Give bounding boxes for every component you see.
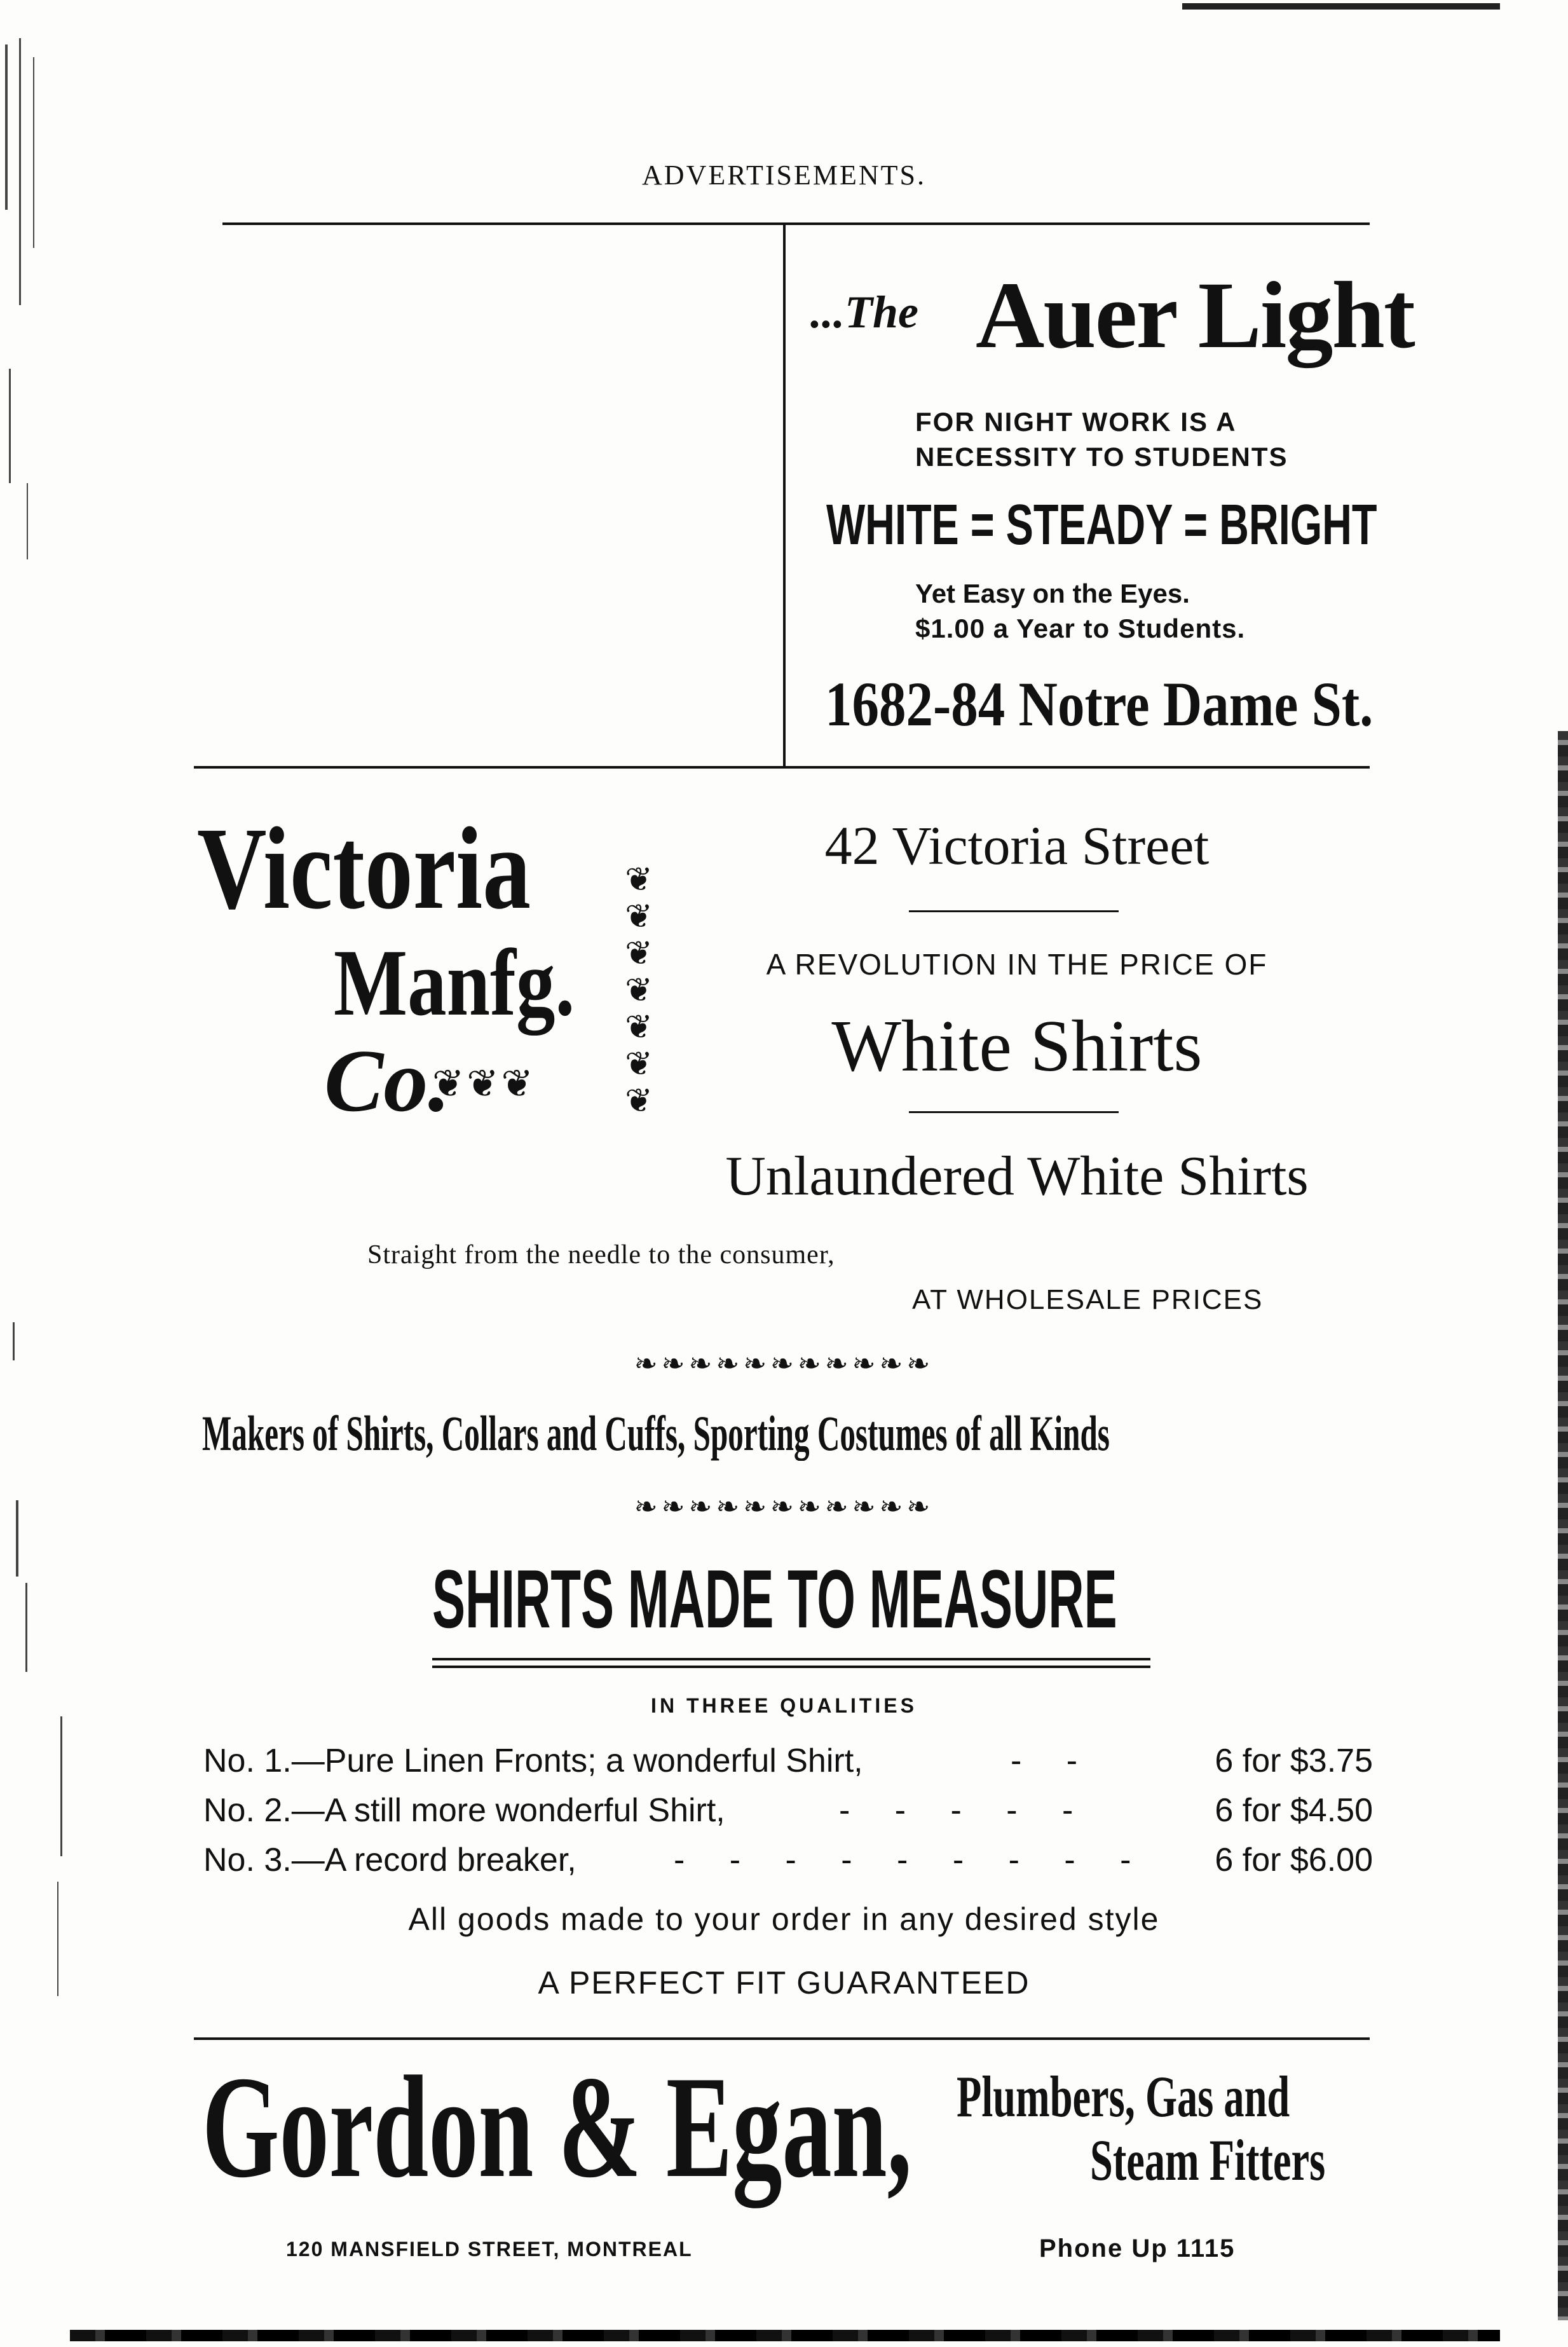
- victoria-straight: Straight from the needle to the consumer,: [367, 1240, 835, 1269]
- auer-title-prefix: ...The: [810, 287, 918, 338]
- auer-bottom-rule: [194, 766, 1370, 769]
- quality-name: No. 1.—Pure Linen Fronts; a wonderful Shirt,: [203, 1742, 863, 1779]
- fleuron-row-1: ❧❧❧❧❧❧❧❧❧❧❧: [634, 1348, 934, 1380]
- quality-row: [203, 1841, 1373, 1887]
- victoria-logo: [191, 801, 585, 1157]
- victoria-makers: Makers of Shirts, Collars and Cuffs, Sporting Costumes of all Kinds: [202, 1406, 1110, 1461]
- auer-slogan: WHITE = STEADY = BRIGHT: [826, 493, 1377, 557]
- scan-top-bar: [1182, 3, 1500, 10]
- victoria-logo-line-3: Co.: [324, 1032, 451, 1130]
- ornament-leaf: ❦: [625, 898, 653, 936]
- ornament-leaf: ❦: [625, 1045, 653, 1083]
- auer-line-1: FOR NIGHT WORK IS A: [915, 407, 1237, 437]
- scan-edge-right: [1558, 731, 1568, 2320]
- quality-dashes: - - - - -: [839, 1792, 1091, 1829]
- gordon-top-rule: [194, 2037, 1370, 2040]
- victoria-short-rule-2: [909, 1111, 1119, 1113]
- top-rule: [222, 222, 1370, 225]
- quality-price: 6 for $3.75: [1215, 1742, 1373, 1779]
- gordon-phone: Phone Up 1115: [1039, 2234, 1236, 2262]
- qualities-heading: IN THREE QUALITIES: [651, 1694, 917, 1717]
- victoria-white-shirts: White Shirts: [831, 1006, 1203, 1087]
- quality-dashes: - -: [1011, 1742, 1096, 1779]
- quality-dashes: - - - - - - - - -: [674, 1842, 1149, 1878]
- victoria-ornament-column: [620, 861, 658, 1119]
- measure-double-rule-bottom: [432, 1666, 1150, 1668]
- quality-price: 6 for $6.00: [1215, 1842, 1373, 1878]
- gordon-name: Gordon & Egan,: [202, 2046, 912, 2208]
- ornament-leaf: ❦: [625, 1008, 653, 1046]
- gordon-trade-line-1: Plumbers, Gas and: [957, 2064, 1290, 2129]
- scan-bottom-bar: [70, 2330, 1500, 2341]
- ornament-leaf: ❦: [625, 934, 653, 973]
- victoria-address: 42 Victoria Street: [824, 815, 1210, 876]
- quality-name: No. 3.—A record breaker,: [203, 1842, 576, 1878]
- victoria-short-rule-1: [909, 910, 1119, 912]
- auer-address: 1682-84 Notre Dame St.: [825, 669, 1374, 739]
- ornament-leaf: ❦: [625, 971, 653, 1009]
- victoria-perfect-fit: A PERFECT FIT GUARANTEED: [538, 1965, 1030, 2001]
- victoria-logo-tail: ❦❦❦: [432, 1062, 536, 1106]
- fleuron-row-2: ❧❧❧❧❧❧❧❧❧❧❧: [634, 1491, 934, 1523]
- running-head: ADVERTISEMENTS.: [642, 160, 926, 191]
- victoria-logo-line-2: Manfg.: [334, 930, 575, 1036]
- ornament-leaf: ❦: [625, 861, 653, 899]
- auer-line-3: Yet Easy on the Eyes.: [915, 578, 1190, 608]
- auer-line-2: NECESSITY TO STUDENTS: [915, 442, 1288, 472]
- victoria-measure: SHIRTS MADE TO MEASURE: [432, 1552, 1117, 1645]
- auer-title: Auer Light: [976, 263, 1414, 368]
- victoria-unlaundered: Unlaundered White Shirts: [725, 1146, 1309, 1207]
- gordon-trade-line-2: Steam Fitters: [1090, 2128, 1326, 2193]
- quality-row: [203, 1742, 1373, 1788]
- quality-price: 6 for $4.50: [1215, 1792, 1373, 1829]
- gordon-address: 120 MANSFIELD STREET, MONTREAL: [286, 2238, 693, 2261]
- victoria-revolution: A REVOLUTION IN THE PRICE OF: [766, 948, 1268, 981]
- auer-divider: [783, 224, 786, 767]
- victoria-all-goods: All goods made to your order in any desired style: [408, 1901, 1160, 1937]
- victoria-logo-line-1: Victoria: [197, 804, 531, 934]
- auer-line-4: $1.00 a Year to Students.: [915, 613, 1246, 643]
- ornament-leaf: ❦: [625, 1082, 653, 1120]
- quality-name: No. 2.—A still more wonderful Shirt,: [203, 1792, 725, 1829]
- quality-row: [203, 1791, 1373, 1837]
- victoria-wholesale: AT WHOLESALE PRICES: [912, 1284, 1264, 1315]
- auer-ad: [794, 248, 1414, 756]
- measure-double-rule-top: [432, 1658, 1150, 1660]
